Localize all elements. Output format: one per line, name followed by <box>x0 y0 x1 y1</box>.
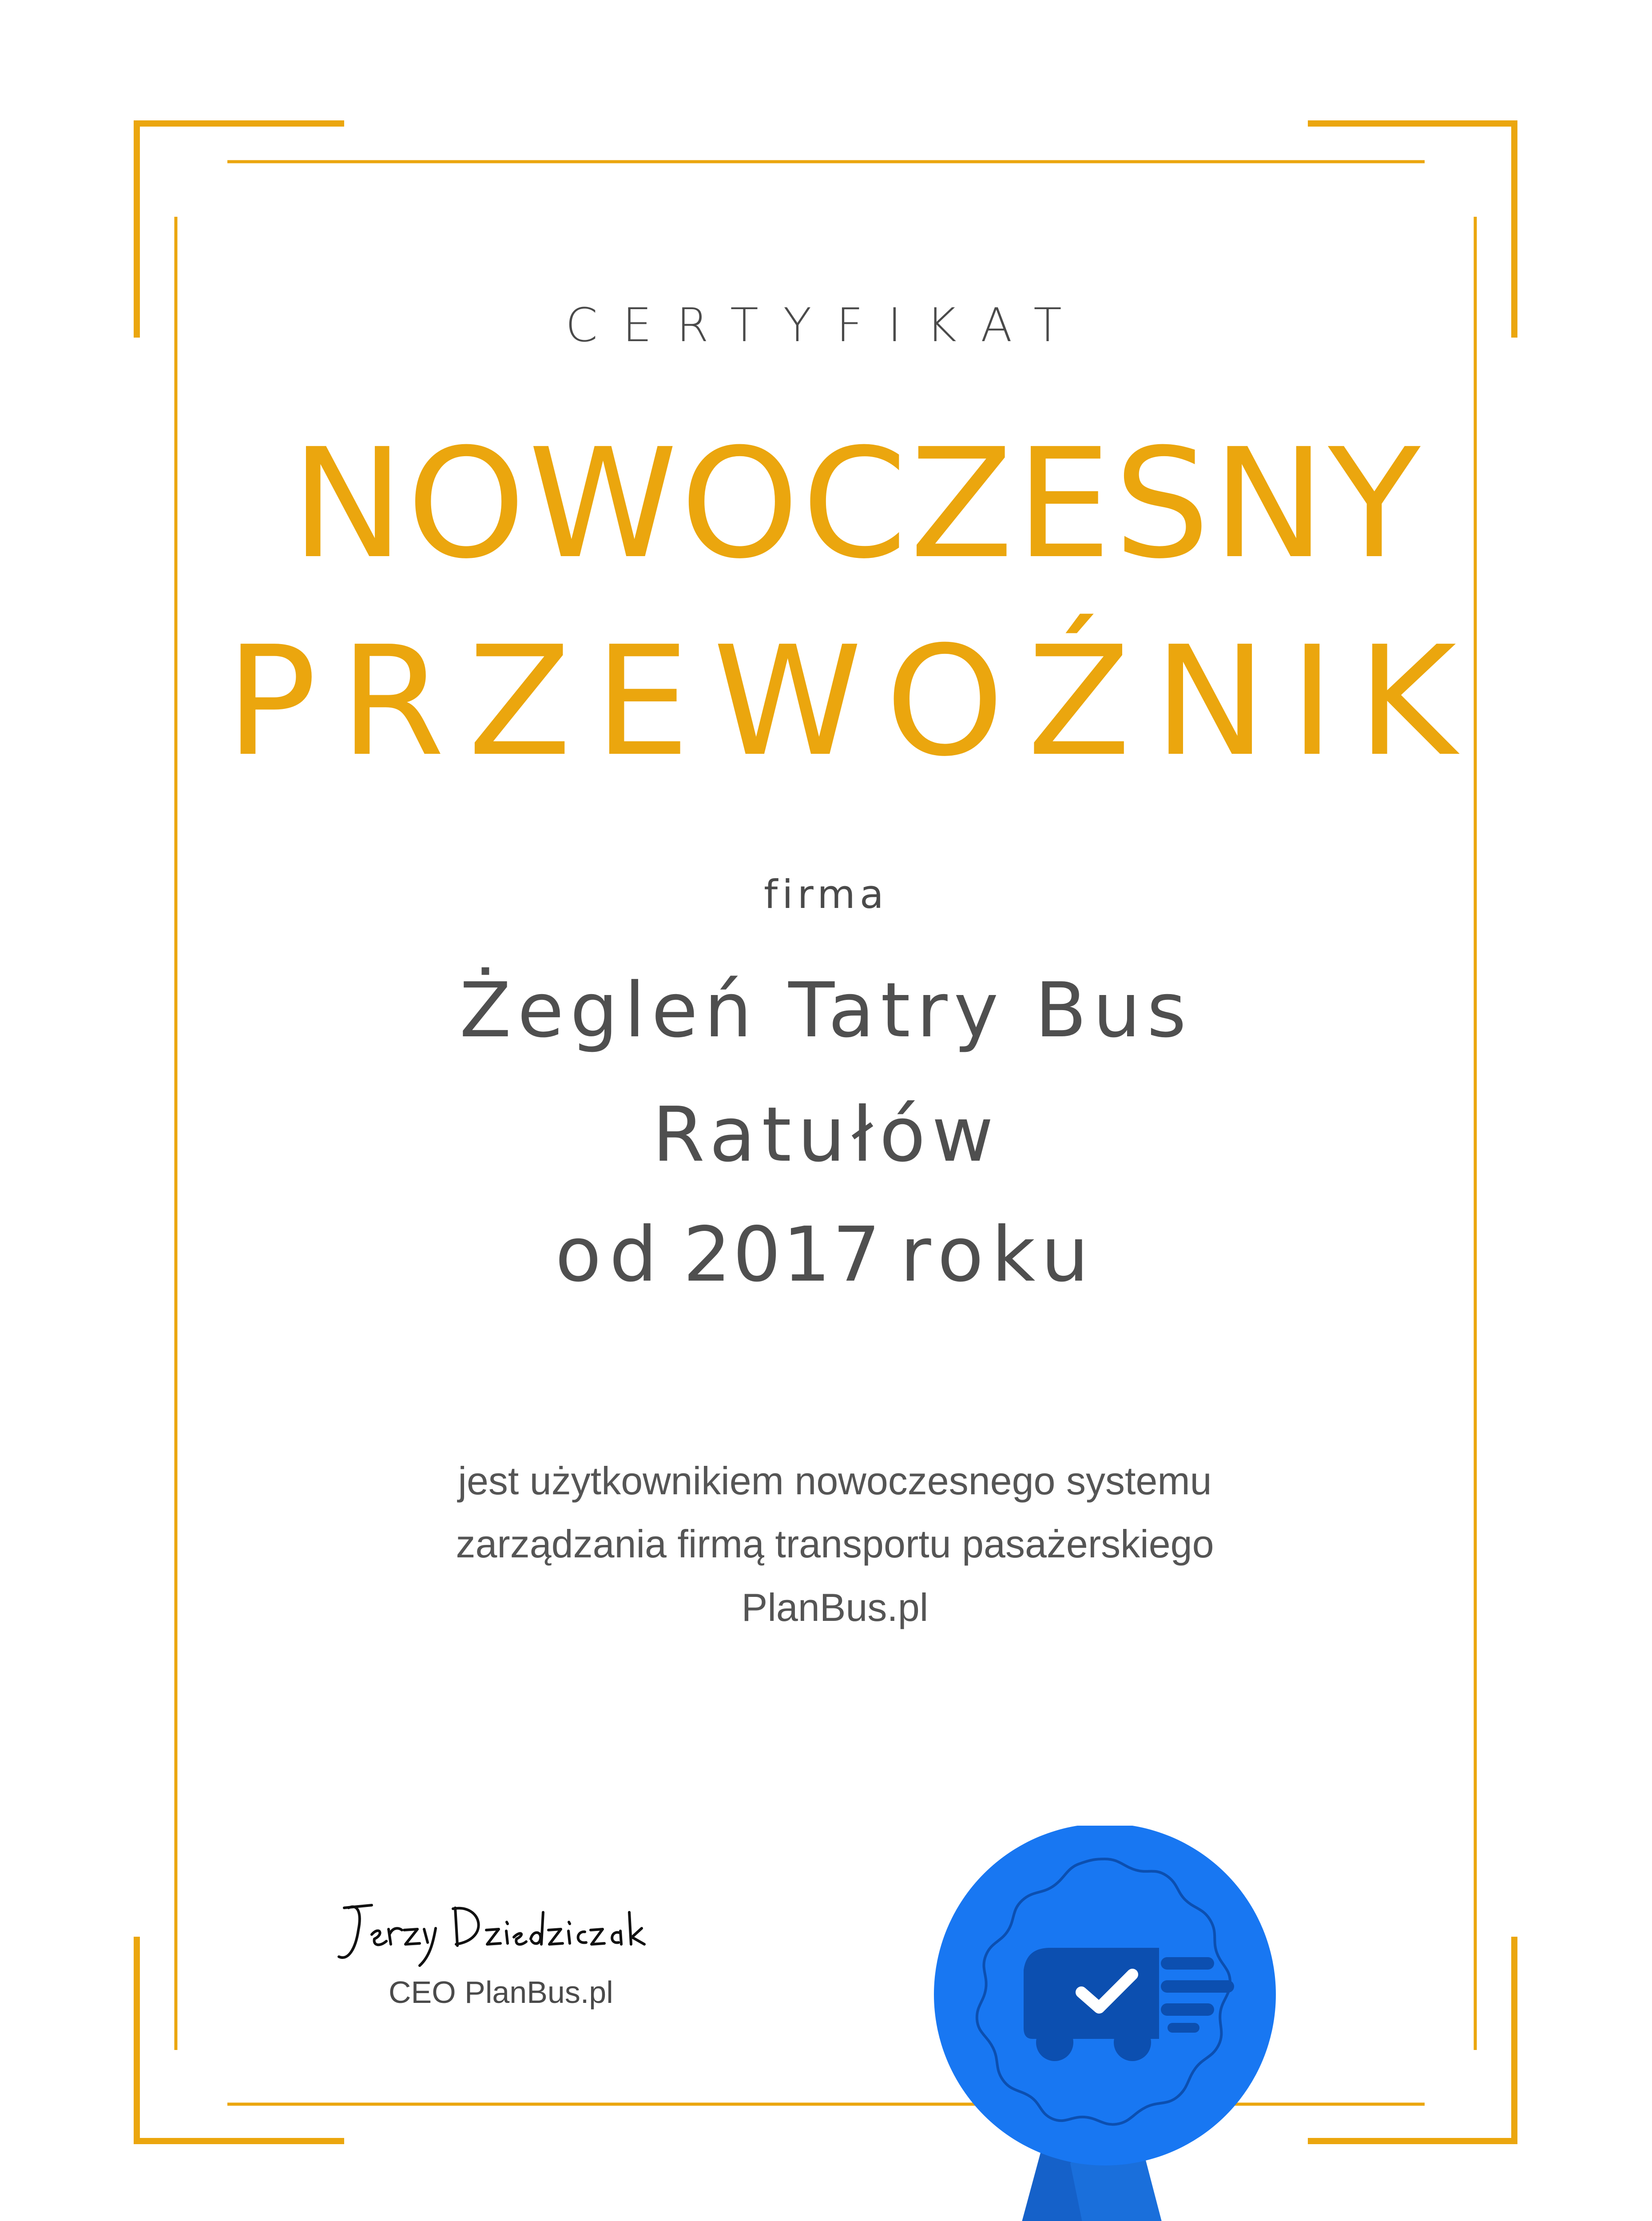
award-seal <box>924 1826 1288 2221</box>
since-line <box>0 1211 1652 1299</box>
certificate-title-line-1: NOWOCZESNY <box>291 416 1423 592</box>
description-line-3: PlanBus.pl <box>741 1585 929 1629</box>
certificate-label: CERTYFIKAT <box>565 298 1087 352</box>
signatory-title: CEO PlanBus.pl <box>389 1975 613 2010</box>
firma-label: firma <box>764 872 888 917</box>
since-prefix: od <box>555 1211 666 1299</box>
frame-corner-bottom-left <box>137 1937 344 2141</box>
since-suffix: roku <box>900 1211 1097 1299</box>
since-year: 2017 <box>683 1211 882 1299</box>
frame-corner-bottom-right <box>1308 1937 1514 2141</box>
description-line-2: zarządzania firmą transportu pasażerskiego <box>456 1522 1214 1566</box>
signature-image <box>331 1895 686 1974</box>
certificate-title-line-2: PRZEWOŹNIK <box>226 614 1480 790</box>
description-line-1: jest użytkownikiem nowoczesnego systemu <box>458 1459 1212 1503</box>
company-location: Ratułów <box>652 1091 1000 1179</box>
company-name: Żegleń Tatry Bus <box>459 967 1193 1055</box>
